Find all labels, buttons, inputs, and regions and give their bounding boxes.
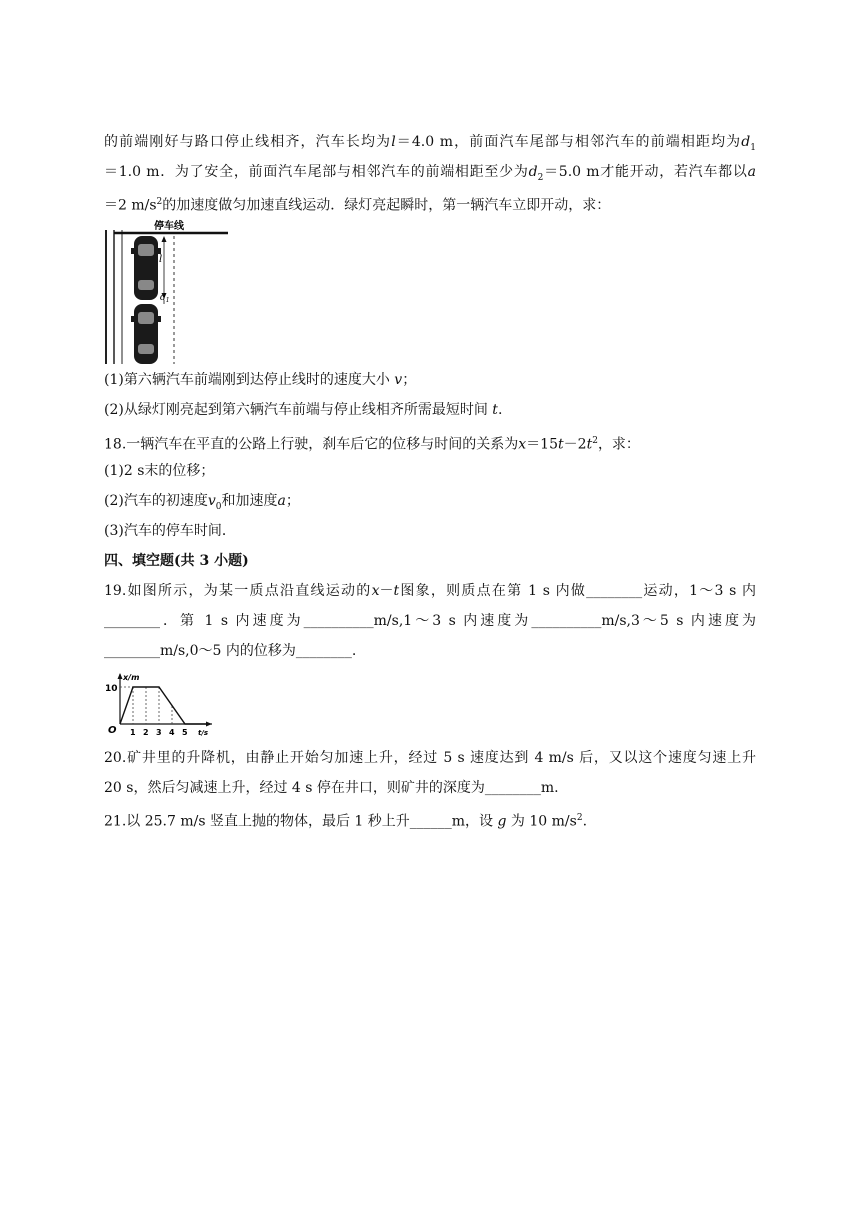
x-axis-label: t/s: [198, 729, 209, 737]
q17-line-3: ＝2 $m/s^2$的加速度做匀加速直线运动．绿灯亮起瞬时，第一辆汽车立即开动，求：: [104, 197, 611, 214]
q17-sub1: (1)第六辆汽车前端刚到达停止线时的速度大小 v；: [104, 372, 417, 388]
x-tick-4: 4: [169, 728, 175, 737]
q18-sub2: (2)汽车的初速度$v_0$和加速度a；: [104, 493, 300, 512]
y-tick-10: 10: [105, 684, 118, 694]
q17-line-1: 的前端刚好与路口停止线相齐，汽车长均为l＝4.0 m，前面汽车尾部与相邻汽车的前端相距均为$d_1$: [104, 134, 756, 153]
origin-label: O: [108, 725, 117, 736]
cars-stop-line-figure: [100, 218, 232, 366]
q19-line-2: ________．第 1 s 内速度为__________m/s,1～3 s 内速度为__________m/s,3～5 s 内速度为: [104, 613, 756, 629]
q19-line-1: 19.如图所示，为某一质点沿直线运动的x－t图象，则质点在第 1 s 内做________运动，1～3 s 内: [104, 583, 757, 599]
q18-sub3: (3)汽车的停车时间．: [104, 523, 236, 539]
q21-line: 21.以 25.7 m/s 竖直上抛的物体，最后 1 秒上升______m，设 g 为 10 $m/s^2$.: [104, 813, 588, 830]
d1-dimension-label: $d_1$: [160, 293, 170, 304]
y-axis-label: x/m: [123, 673, 140, 682]
q17-sub2: (2)从绿灯刚亮起到第六辆汽车前端与停止线相齐所需最短时间 t.: [104, 402, 503, 418]
x-tick-3: 3: [156, 728, 162, 737]
x-tick-2: 2: [143, 728, 149, 737]
x-tick-5: 5: [182, 728, 188, 737]
car-2: [131, 304, 161, 364]
q19-line-3: ________m/s,0～5 内的位移为________.: [104, 643, 357, 659]
q20-line-1: 20.矿井里的升降机，由静止开始匀加速上升，经过 5 s 速度达到 4 m/s 后，又以这个速度匀速上升: [104, 750, 756, 766]
car-1: [131, 236, 161, 300]
l-dimension-label: l: [159, 254, 163, 265]
q18-stem: 18.一辆汽车在平直的公路上行驶，刹车后它的位移与时间的关系为$x=15t-2t^2$，求：: [104, 436, 640, 453]
x-t-graph: [100, 668, 216, 740]
q18-sub1: (1)2 s末的位移；: [104, 463, 215, 479]
x-tick-1: 1: [130, 728, 136, 737]
stop-line-label: 停车线: [154, 221, 184, 232]
section-title: 四、填空题(共 3 小题): [104, 553, 249, 569]
q20-line-2: 20 s，然后匀减速上升，经过 4 s 停在井口，则矿井的深度为________m.: [104, 780, 559, 796]
q17-line-2: ＝1.0 m．为了安全，前面汽车尾部与相邻汽车的前端相距至少为$d_2=5.0$ m才能开动，若汽车都以a: [104, 164, 756, 183]
